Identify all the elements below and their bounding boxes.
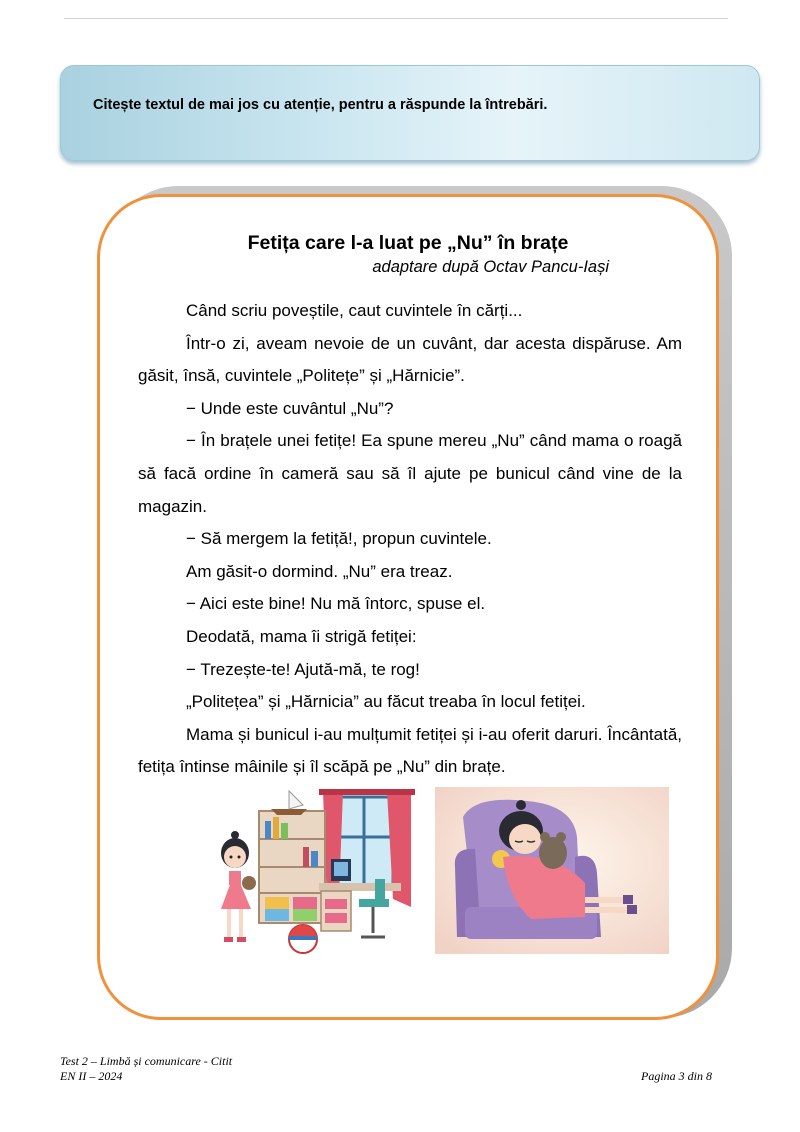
girl-sleeping-armchair-illustration [435, 787, 669, 954]
story-paragraph: Mama și bunicul i-au mulțumit fetiței și i-au oferit daruri. Încântată, fetița întinse mâinile și îl scăpă pe „Nu” din brațe. [138, 724, 682, 777]
story-paragraph: − Aici este bine! Nu mă întorc, spuse el. [186, 594, 486, 614]
page-number: Pagina 3 din 8 [641, 1069, 712, 1083]
story-title: Fetița care l-a luat pe „Nu” în brațe [247, 232, 569, 254]
story-paragraph: Deodată, mama îi strigă fetiței: [186, 626, 417, 646]
story-paragraph: − În brațele unei fetițe! Ea spune mereu „Nu” când mama o roagă să facă ordine în cameră sau să îl ajute pe bunicul când vine de la magazin. [138, 431, 682, 516]
footer-test-line: Test 2 – Limbă și comunicare - Citit [60, 1054, 233, 1068]
story-paragraph: − Să mergem la fetiță!, propun cuvintele. [186, 529, 492, 549]
header-rule [64, 18, 728, 19]
footer-test-info [60, 1054, 232, 1084]
story-paragraph: „Politețea” și „Hărnicia” au făcut treaba în locul fetiței. [186, 692, 586, 712]
instruction-box [60, 65, 760, 161]
girl-in-room-illustration [207, 787, 417, 955]
story-paragraph: − Trezește-te! Ajută-mă, te rog! [186, 659, 420, 679]
footer-exam-line: EN II – 2024 [60, 1069, 123, 1083]
story-paragraph: − Unde este cuvântul „Nu”? [186, 398, 394, 418]
story-paragraph: Când scriu poveștile, caut cuvintele în cărți... [186, 301, 523, 320]
story-author: adaptare după Octav Pancu-Iași [372, 258, 609, 276]
story-paragraph: Într-o zi, aveam nevoie de un cuvânt, dar acesta dispăruse. Am găsit, însă, cuvintele „Politețe” și „Hărnicie”. [138, 333, 682, 386]
instruction-text: Citește textul de mai jos cu atenție, pentru a răspunde la întrebări. [93, 97, 548, 113]
story-paragraph: Am găsit-o dormind. „Nu” era treaz. [186, 561, 453, 581]
story-text [138, 295, 682, 784]
